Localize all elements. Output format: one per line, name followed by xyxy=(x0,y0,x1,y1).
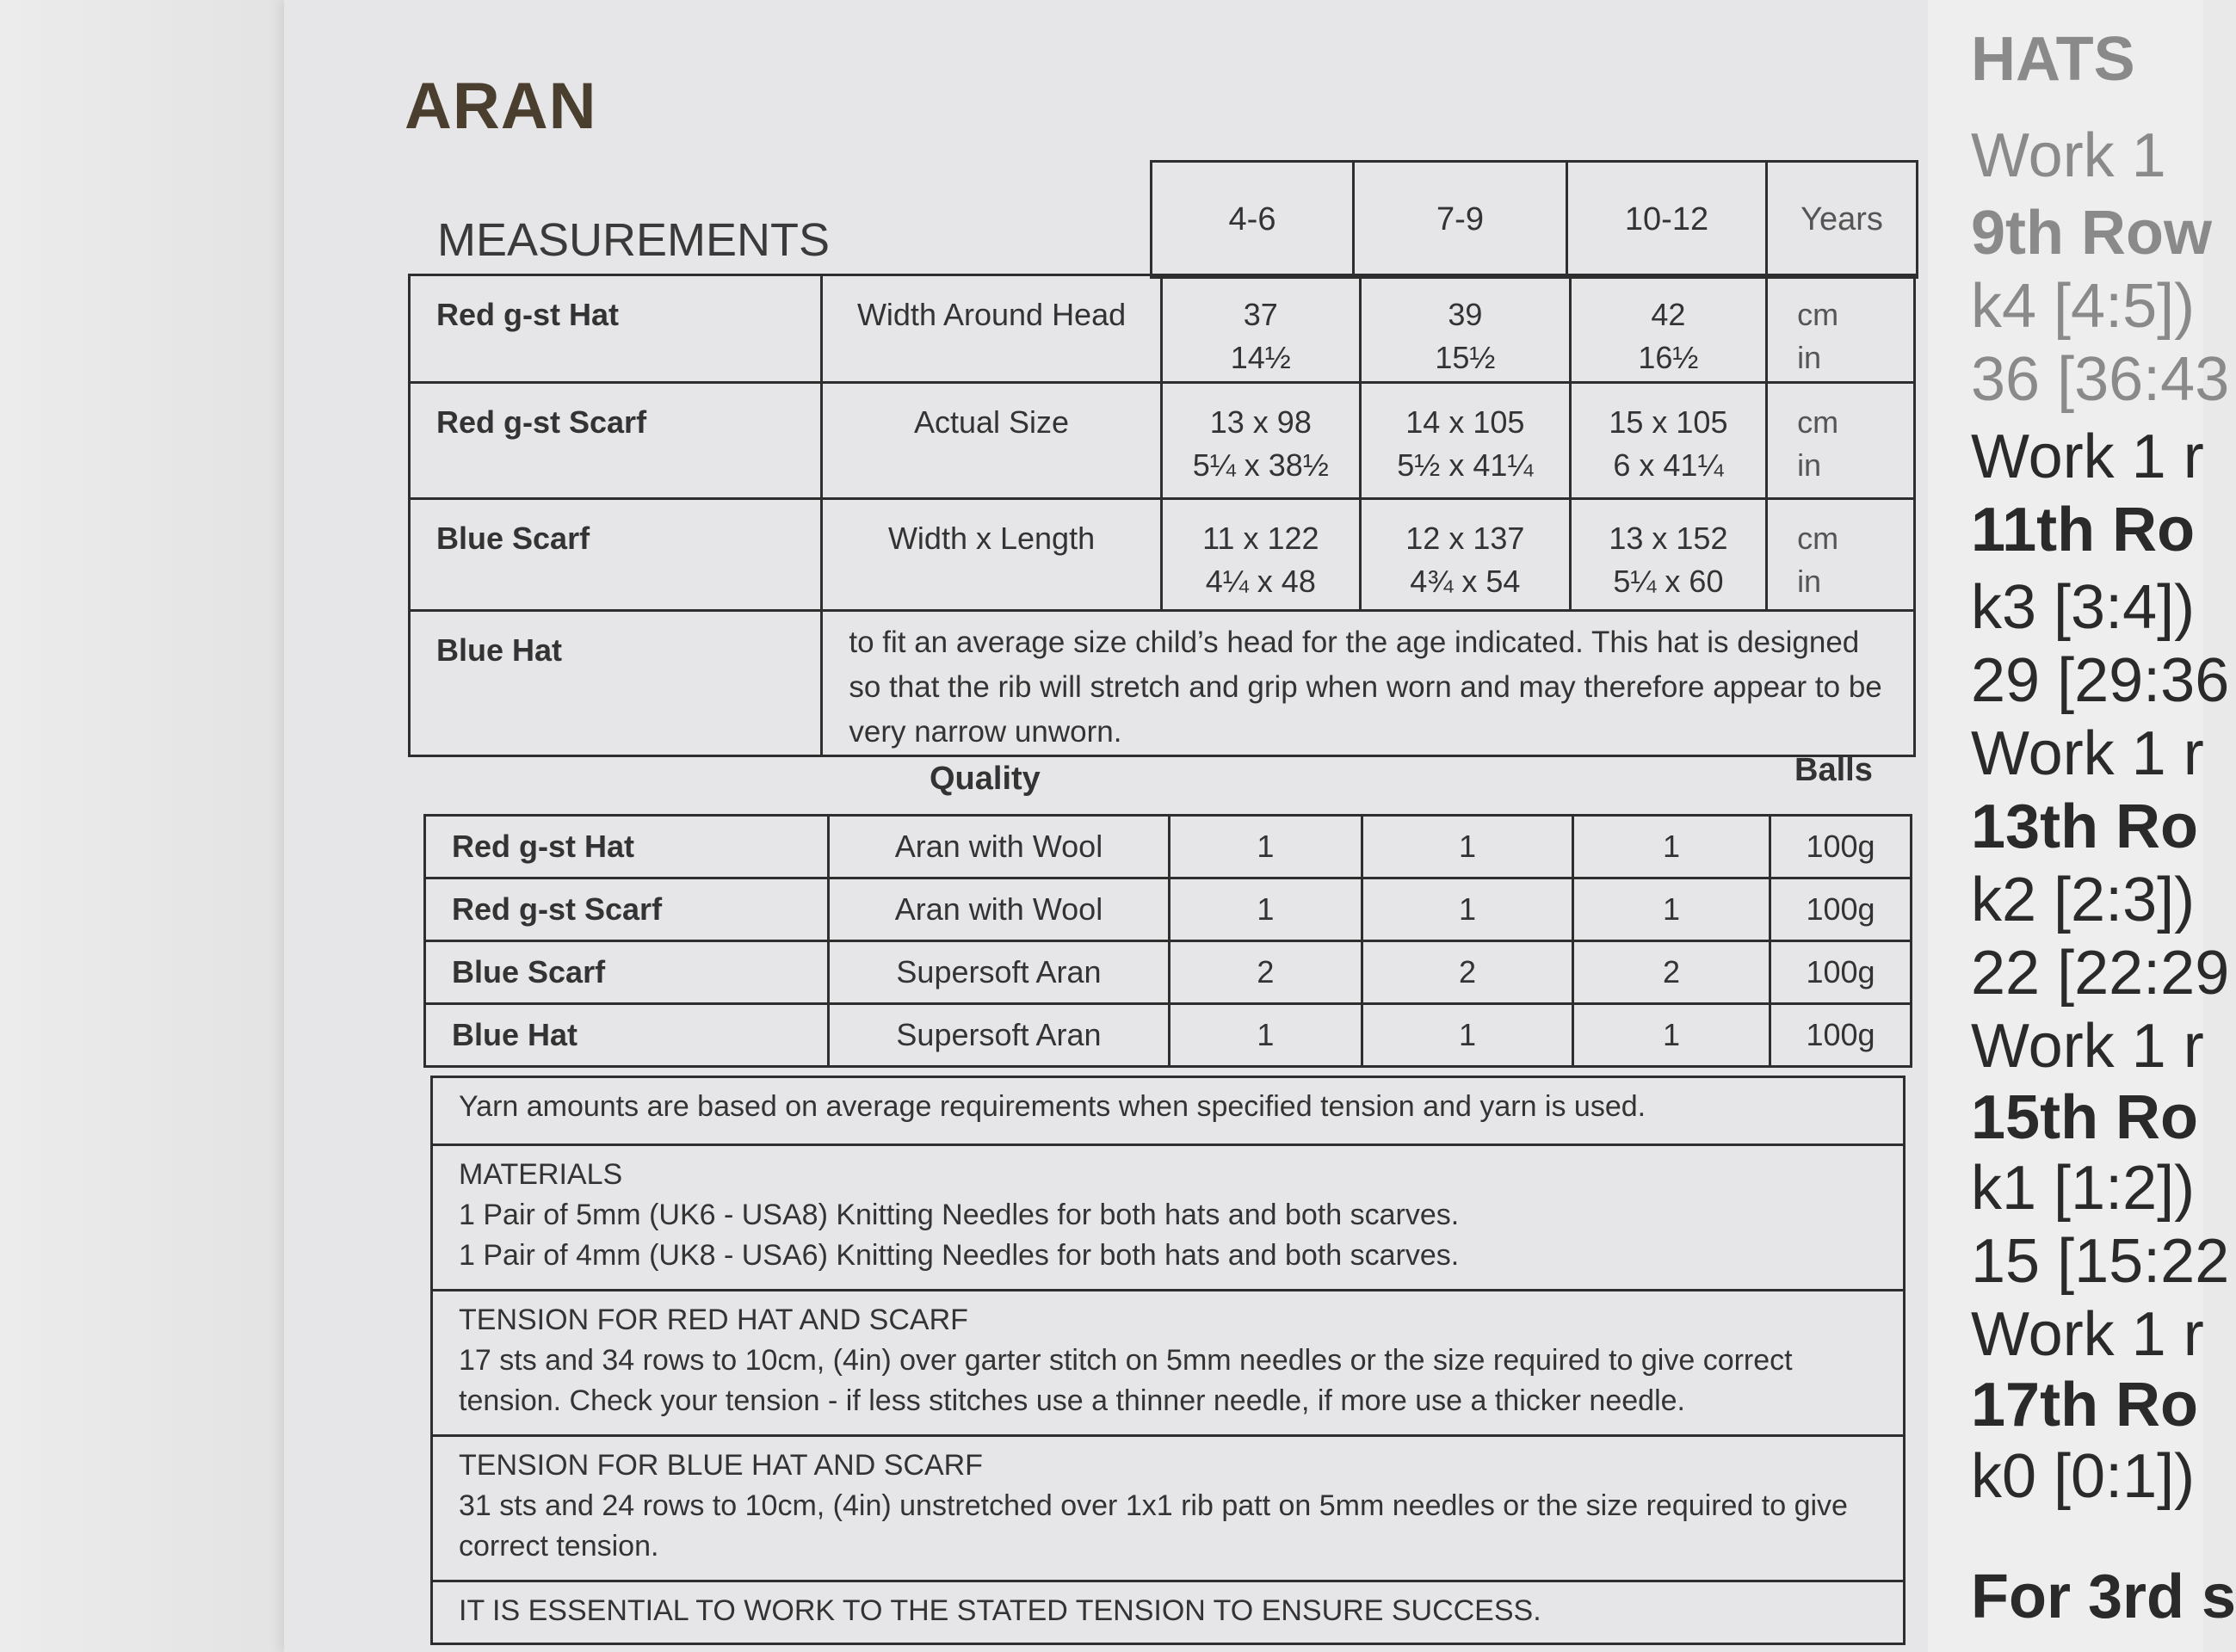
unit-label: cm in xyxy=(1767,383,1915,499)
weight-cell: 100g xyxy=(1770,941,1912,1004)
balls-cell: 1 xyxy=(1362,878,1573,941)
item-label: Blue Hat xyxy=(410,611,822,756)
right-page-line: k3 [3:4]) xyxy=(1971,573,2196,642)
tension-red-section xyxy=(432,1291,1905,1436)
right-page-line: Work 1 r xyxy=(1971,422,2204,491)
weight-cell: 100g xyxy=(1770,816,1912,878)
balls-cell: 1 xyxy=(1169,816,1362,878)
size-header: 7-9 xyxy=(1354,162,1567,278)
measurements-table xyxy=(408,274,1916,757)
tension-blue-section xyxy=(432,1436,1905,1581)
yarn-note: Yarn amounts are based on average requirements when specified tension and yarn is used. xyxy=(432,1077,1905,1145)
page-title: ARAN xyxy=(405,70,597,143)
size-header: 10-12 xyxy=(1567,162,1767,278)
balls-cell: 1 xyxy=(1362,816,1573,878)
right-page-line: k0 [0:1]) xyxy=(1971,1442,2196,1511)
measure-label: Width x Length xyxy=(822,499,1161,611)
tension-red-heading: TENSION FOR RED HAT AND SCARF xyxy=(459,1304,968,1336)
balls-cell: 1 xyxy=(1362,1004,1573,1067)
units-header: Years xyxy=(1767,162,1918,278)
measure-value: 15 x 105 6 x 41¼ xyxy=(1570,383,1766,499)
balls-cell: 2 xyxy=(1362,941,1573,1004)
item-label: Blue Scarf xyxy=(425,941,829,1004)
tension-blue-text: 31 sts and 24 rows to 10cm, (4in) unstretched over 1x1 rib patt on 5mm needles or the size required to give correct tension. xyxy=(459,1489,1848,1563)
weight-cell: 100g xyxy=(1770,1004,1912,1067)
measurements-heading: MEASUREMENTS xyxy=(437,214,831,266)
right-page-line: k4 [4:5]) xyxy=(1971,272,2196,341)
table-row xyxy=(410,499,1915,611)
right-page-line: 17th Ro xyxy=(1971,1371,2199,1439)
table-row xyxy=(432,1145,1905,1291)
size-header: 4-6 xyxy=(1152,162,1354,278)
table-row xyxy=(410,383,1915,499)
right-page-line: k1 [1:2]) xyxy=(1971,1154,2196,1223)
balls-cell: 1 xyxy=(1572,878,1770,941)
size-header-table xyxy=(1150,160,1918,279)
table-row xyxy=(410,275,1915,383)
quality-cell: Supersoft Aran xyxy=(829,941,1170,1004)
balls-cell: 2 xyxy=(1572,941,1770,1004)
table-row xyxy=(410,611,1915,756)
right-page-line: 22 [22:29 xyxy=(1971,939,2230,1008)
measure-value: 12 x 137 4¾ x 54 xyxy=(1360,499,1570,611)
item-label: Red g-st Hat xyxy=(410,275,822,383)
unit-label: cm in xyxy=(1767,275,1915,383)
balls-cell: 1 xyxy=(1572,1004,1770,1067)
right-page-line: 11th Ro xyxy=(1971,496,2196,564)
balls-cell: 2 xyxy=(1169,941,1362,1004)
right-page-line: k2 [2:3]) xyxy=(1971,866,2196,934)
weight-cell: 100g xyxy=(1770,878,1912,941)
measure-label: Width Around Head xyxy=(822,275,1161,383)
right-page-line: Work 1 xyxy=(1971,121,2166,190)
balls-cell: 1 xyxy=(1169,1004,1362,1067)
right-page-line: 15 [15:22 xyxy=(1971,1227,2230,1296)
table-row xyxy=(425,1004,1912,1067)
blue-hat-note: to fit an average size child’s head for the age indicated. This hat is designed so that the rib will stretch and grip when worn and may therefore appear to be very narrow unworn. xyxy=(822,611,1915,756)
right-page-line: 9th Row xyxy=(1971,199,2212,268)
measure-value: 13 x 152 5¼ x 60 xyxy=(1570,499,1766,611)
measure-value: 14 x 105 5½ x 41¼ xyxy=(1360,383,1570,499)
balls-cell: 1 xyxy=(1169,878,1362,941)
materials-section xyxy=(432,1145,1905,1291)
right-page-line: Work 1 r xyxy=(1971,719,2204,788)
right-page-line: Work 1 r xyxy=(1971,1012,2204,1081)
background-left xyxy=(0,0,293,1652)
tension-blue-heading: TENSION FOR BLUE HAT AND SCARF xyxy=(459,1449,983,1482)
materials-line: 1 Pair of 4mm (UK8 - USA6) Knitting Needles for both hats and both scarves. xyxy=(459,1239,1460,1272)
tension-red-text: 17 sts and 34 rows to 10cm, (4in) over garter stitch on 5mm needles or the size required to give correct tension. Check your tension - if less stitches use a thinner needle, if more use a thicker needle. xyxy=(459,1344,1793,1417)
table-row xyxy=(432,1077,1905,1145)
yarn-table xyxy=(423,814,1912,1068)
balls-heading: Balls xyxy=(1794,752,1873,788)
table-row xyxy=(425,941,1912,1004)
table-row xyxy=(425,816,1912,878)
item-label: Red g-st Scarf xyxy=(410,383,822,499)
essential-note: IT IS ESSENTIAL TO WORK TO THE STATED TENSION TO ENSURE SUCCESS. xyxy=(432,1581,1905,1644)
quality-heading: Quality xyxy=(930,761,1041,797)
right-page-line: Work 1 r xyxy=(1971,1300,2204,1369)
measure-value: 13 x 98 5¼ x 38½ xyxy=(1161,383,1360,499)
item-label: Blue Scarf xyxy=(410,499,822,611)
table-row xyxy=(425,878,1912,941)
item-label: Red g-st Hat xyxy=(425,816,829,878)
table-row xyxy=(432,1291,1905,1436)
notes-table xyxy=(430,1076,1906,1645)
measure-value: 11 x 122 4¼ x 48 xyxy=(1161,499,1360,611)
measure-value: 42 16½ xyxy=(1570,275,1766,383)
quality-cell: Supersoft Aran xyxy=(829,1004,1170,1067)
materials-line: 1 Pair of 5mm (UK6 - USA8) Knitting Needles for both hats and both scarves. xyxy=(459,1199,1460,1231)
quality-cell: Aran with Wool xyxy=(829,878,1170,941)
right-page-line: For 3rd s xyxy=(1971,1563,2236,1631)
table-row xyxy=(432,1581,1905,1644)
item-label: Blue Hat xyxy=(425,1004,829,1067)
quality-cell: Aran with Wool xyxy=(829,816,1170,878)
measure-label: Actual Size xyxy=(822,383,1161,499)
right-page-line: HATS xyxy=(1971,25,2135,94)
measure-value: 37 14½ xyxy=(1161,275,1360,383)
right-page-line: 36 [36:43 xyxy=(1971,345,2230,414)
measure-value: 39 15½ xyxy=(1360,275,1570,383)
unit-label: cm in xyxy=(1767,499,1915,611)
balls-cell: 1 xyxy=(1572,816,1770,878)
table-row xyxy=(432,1436,1905,1581)
right-page-line: 29 [29:36 xyxy=(1971,646,2230,715)
right-page-line: 13th Ro xyxy=(1971,792,2199,861)
item-label: Red g-st Scarf xyxy=(425,878,829,941)
right-page-line: 15th Ro xyxy=(1971,1083,2199,1152)
materials-heading: MATERIALS xyxy=(459,1158,623,1191)
